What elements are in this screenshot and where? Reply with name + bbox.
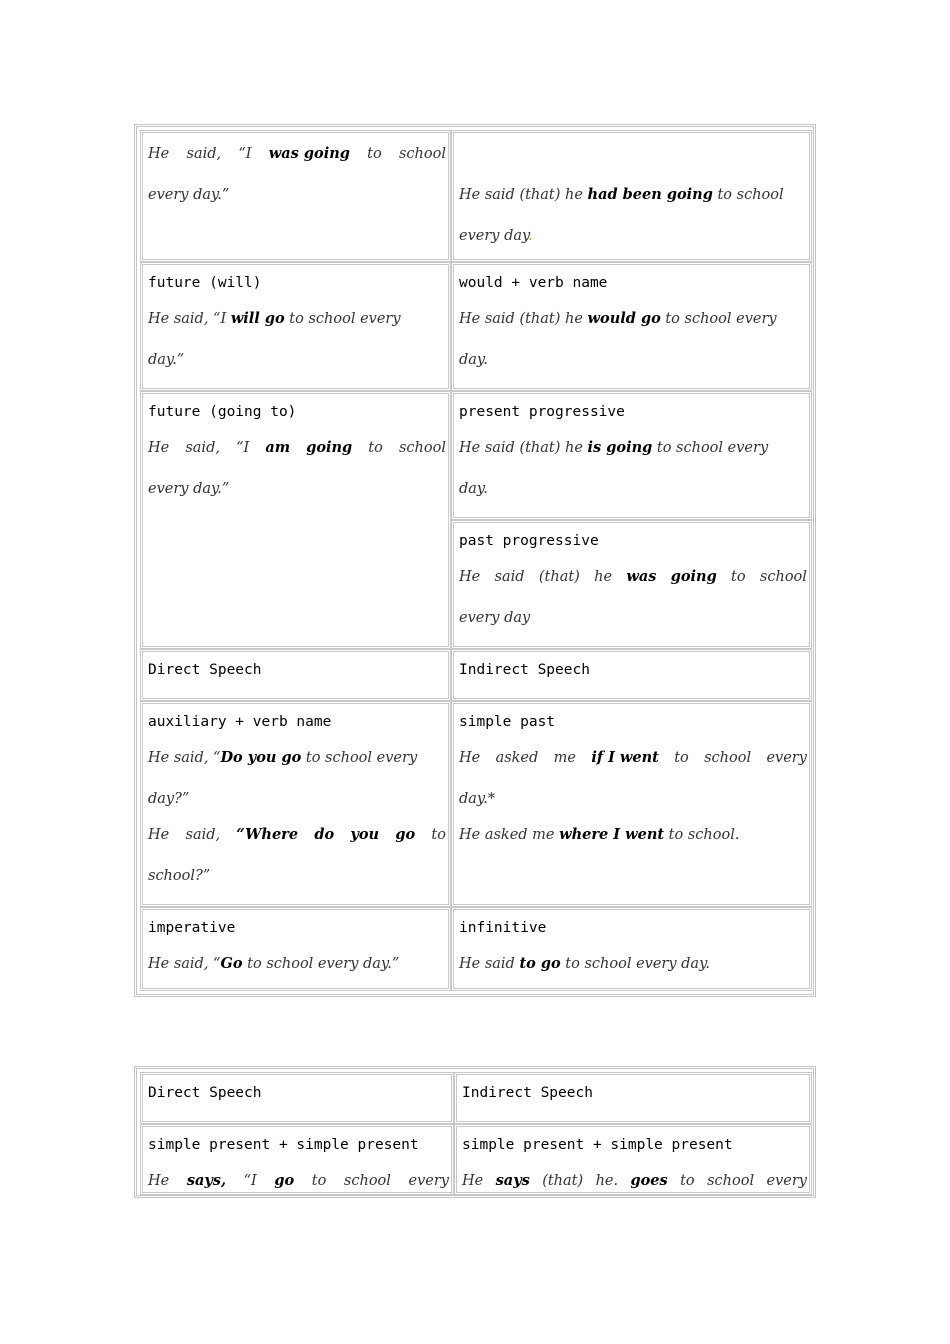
cell-would-verb-name [451, 262, 812, 391]
example-line: day.* [459, 791, 496, 807]
cell-auxiliary-verb-name [140, 701, 451, 907]
tense-label: imperative [148, 920, 236, 936]
example-line: day.” [148, 352, 185, 368]
header-direct-speech [140, 1072, 454, 1124]
tense-label: infinitive [459, 920, 547, 936]
example-line: day?” [148, 791, 190, 807]
example-line: He asked me if I went to school every [459, 749, 807, 766]
example-line: He said, “I will go to school every [148, 310, 401, 327]
example-line: He says (that) he. goes to school every [462, 1172, 807, 1189]
cell-imperative [140, 907, 451, 991]
column-header: Direct Speech [148, 662, 262, 678]
tense-table [134, 124, 816, 997]
tense-label: present progressive [459, 404, 625, 420]
tense-label: simple present + simple present [462, 1137, 733, 1153]
column-header: Direct Speech [148, 1085, 262, 1101]
tense-label: would + verb name [459, 275, 608, 291]
example-line: every day.” [148, 481, 230, 497]
tense-label: future (going to) [148, 404, 297, 420]
cell-future-going-to [140, 391, 451, 649]
cell-infinitive [451, 907, 812, 991]
cell-present-progressive [451, 391, 812, 520]
example-line: He said, “I am going to school [148, 439, 446, 456]
tense-label: auxiliary + verb name [148, 714, 332, 730]
cell-future-will [140, 262, 451, 391]
header-indirect-speech [454, 1072, 812, 1124]
tense-label: future (will) [148, 275, 262, 291]
example-line: He said, “Do you go to school every [148, 749, 418, 766]
cell-past-progressive [451, 520, 812, 649]
tense-table-2 [134, 1066, 816, 1198]
example-line: He said, “Where do you go to [148, 826, 446, 843]
example-line: day. [459, 352, 488, 368]
column-header: Indirect Speech [462, 1085, 593, 1101]
header-direct-speech [140, 649, 451, 701]
example-line: He asked me where I went to school. [459, 826, 740, 843]
example-line: He said (that) he had been going to school [459, 186, 784, 203]
cell-direct-past-progressive [140, 130, 451, 262]
example-line: every day [459, 610, 531, 626]
example-line: He said, “Go to school every day.” [148, 955, 400, 972]
cell-simple-present-indirect [454, 1124, 812, 1195]
cell-indirect-past-perfect-progressive [451, 130, 812, 262]
tense-label: simple past [459, 714, 556, 730]
example-line: day. [459, 481, 488, 497]
example-line: He said (that) he is going to school every [459, 439, 769, 456]
example-line: every day.” [148, 187, 230, 203]
example-line: He said (that) he was going to school [459, 568, 807, 585]
example-line: every day. [459, 228, 533, 244]
example-line: He says, “I go to school every [148, 1172, 449, 1189]
tense-label: simple present + simple present [148, 1137, 419, 1153]
cell-simple-past [451, 701, 812, 907]
header-indirect-speech [451, 649, 812, 701]
cell-simple-present-direct [140, 1124, 454, 1195]
example-line: He said, “I was going to school [148, 145, 446, 162]
example-line: school?” [148, 868, 211, 884]
example-line: He said (that) he would go to school every [459, 310, 777, 327]
example-line: He said to go to school every day. [459, 955, 710, 972]
tense-label: past progressive [459, 533, 599, 549]
column-header: Indirect Speech [459, 662, 590, 678]
